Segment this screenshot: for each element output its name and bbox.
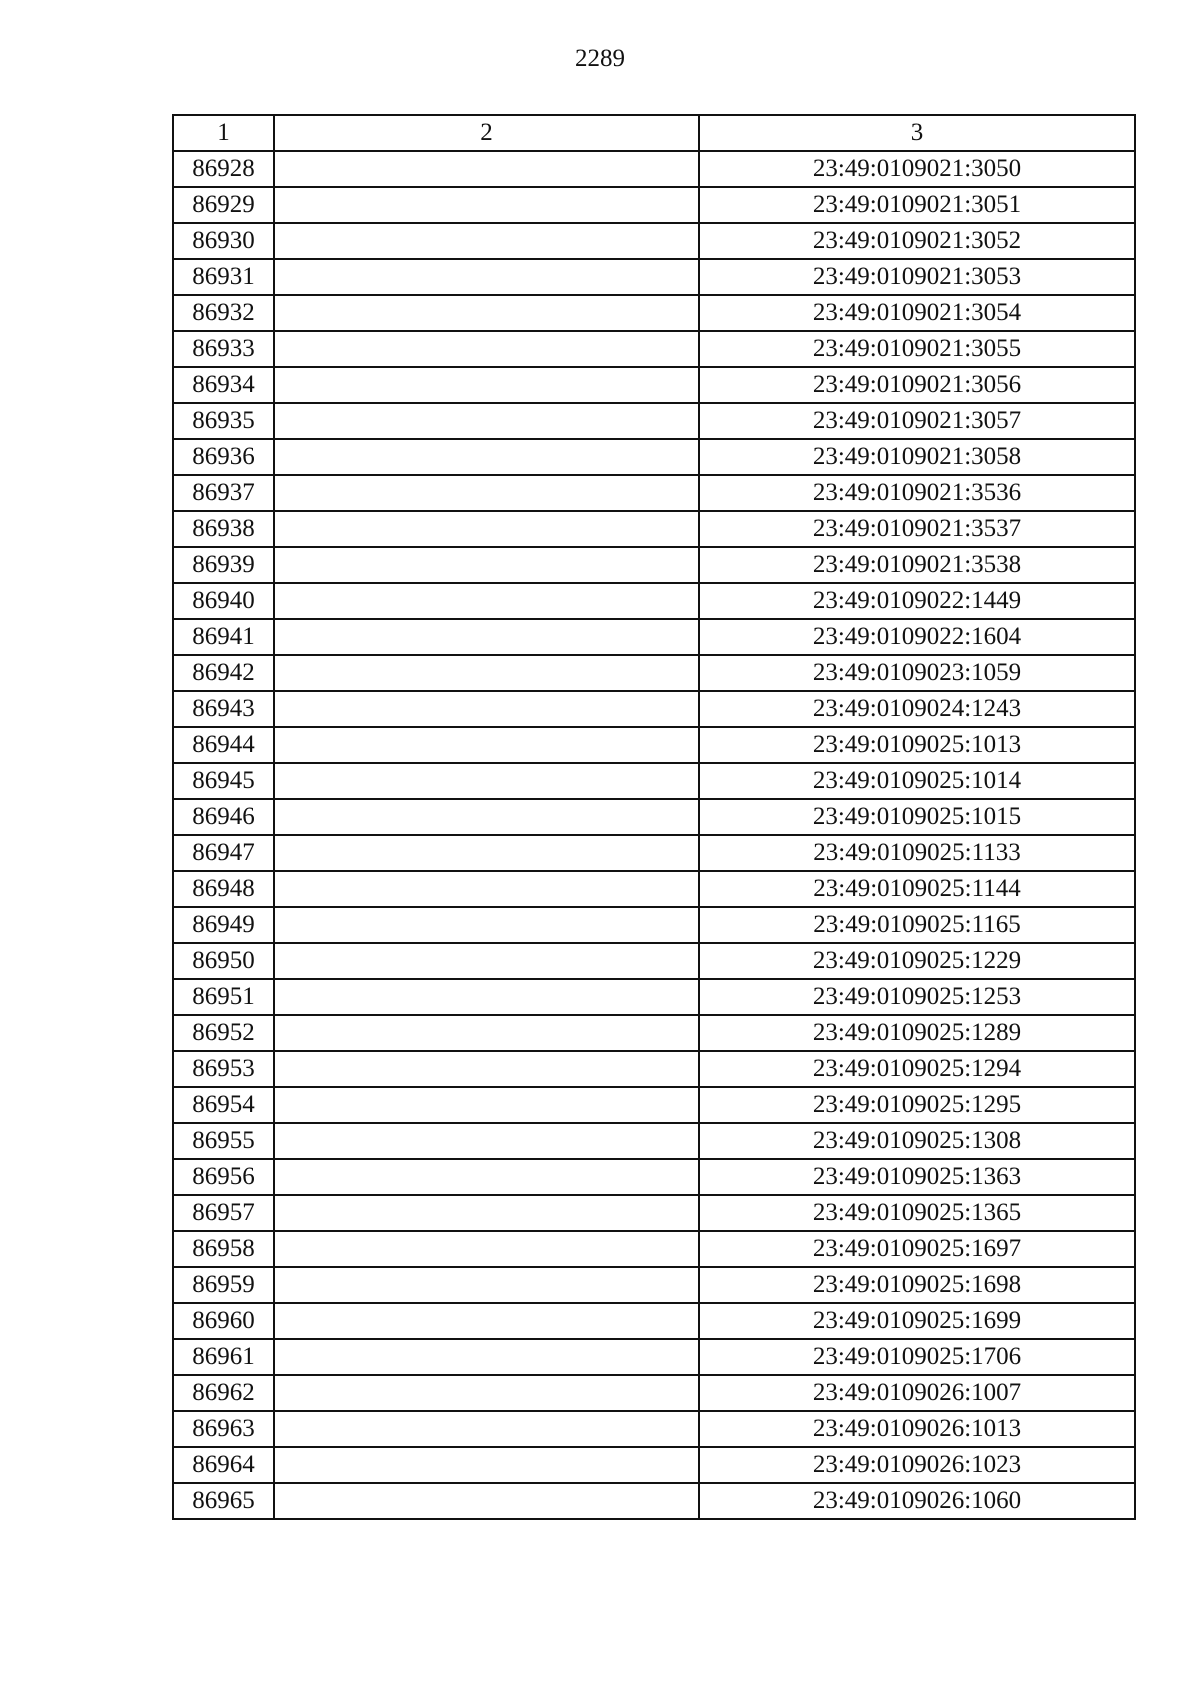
empty-cell	[274, 655, 699, 691]
table-row	[173, 691, 1135, 727]
row-number-cell: 86957	[173, 1195, 274, 1231]
cadastral-number-cell: 23:49:0109025:1706	[699, 1339, 1135, 1375]
empty-cell	[274, 295, 699, 331]
table-row	[173, 439, 1135, 475]
table-row	[173, 187, 1135, 223]
cadastral-number-cell: 23:49:0109021:3055	[699, 331, 1135, 367]
row-number-cell: 86929	[173, 187, 274, 223]
column-header-1: 1	[173, 115, 274, 151]
table-row	[173, 979, 1135, 1015]
empty-cell	[274, 331, 699, 367]
empty-cell	[274, 619, 699, 655]
table-row	[173, 655, 1135, 691]
row-number-cell: 86928	[173, 151, 274, 187]
empty-cell	[274, 691, 699, 727]
cadastral-number-cell: 23:49:0109025:1015	[699, 799, 1135, 835]
empty-cell	[274, 1375, 699, 1411]
table-row	[173, 835, 1135, 871]
cadastral-number-cell: 23:49:0109025:1014	[699, 763, 1135, 799]
data-table	[172, 114, 1136, 1520]
cadastral-number-cell: 23:49:0109025:1699	[699, 1303, 1135, 1339]
cadastral-number-cell: 23:49:0109021:3052	[699, 223, 1135, 259]
row-number-cell: 86950	[173, 943, 274, 979]
cadastral-number-cell: 23:49:0109025:1363	[699, 1159, 1135, 1195]
table-row	[173, 1411, 1135, 1447]
cadastral-number-cell: 23:49:0109025:1697	[699, 1231, 1135, 1267]
empty-cell	[274, 1339, 699, 1375]
row-number-cell: 86947	[173, 835, 274, 871]
row-number-cell: 86958	[173, 1231, 274, 1267]
row-number-cell: 86940	[173, 583, 274, 619]
empty-cell	[274, 979, 699, 1015]
cadastral-number-cell: 23:49:0109022:1449	[699, 583, 1135, 619]
table-row	[173, 907, 1135, 943]
row-number-cell: 86943	[173, 691, 274, 727]
row-number-cell: 86952	[173, 1015, 274, 1051]
empty-cell	[274, 1195, 699, 1231]
table-row	[173, 1447, 1135, 1483]
row-number-cell: 86961	[173, 1339, 274, 1375]
table-row	[173, 259, 1135, 295]
row-number-cell: 86964	[173, 1447, 274, 1483]
row-number-cell: 86939	[173, 547, 274, 583]
row-number-cell: 86932	[173, 295, 274, 331]
row-number-cell: 86951	[173, 979, 274, 1015]
cadastral-number-cell: 23:49:0109021:3057	[699, 403, 1135, 439]
empty-cell	[274, 1051, 699, 1087]
row-number-cell: 86944	[173, 727, 274, 763]
table-body	[173, 151, 1135, 1519]
row-number-cell: 86931	[173, 259, 274, 295]
row-number-cell: 86960	[173, 1303, 274, 1339]
cadastral-number-cell: 23:49:0109026:1007	[699, 1375, 1135, 1411]
table-row	[173, 1195, 1135, 1231]
table-row	[173, 1267, 1135, 1303]
column-header-3: 3	[699, 115, 1135, 151]
cadastral-number-cell: 23:49:0109021:3538	[699, 547, 1135, 583]
empty-cell	[274, 871, 699, 907]
cadastral-number-cell: 23:49:0109025:1253	[699, 979, 1135, 1015]
cadastral-number-cell: 23:49:0109025:1289	[699, 1015, 1135, 1051]
row-number-cell: 86955	[173, 1123, 274, 1159]
cadastral-number-cell: 23:49:0109025:1133	[699, 835, 1135, 871]
cadastral-number-cell: 23:49:0109021:3050	[699, 151, 1135, 187]
row-number-cell: 86945	[173, 763, 274, 799]
cadastral-number-cell: 23:49:0109025:1365	[699, 1195, 1135, 1231]
cadastral-number-cell: 23:49:0109025:1308	[699, 1123, 1135, 1159]
cadastral-number-cell: 23:49:0109021:3053	[699, 259, 1135, 295]
empty-cell	[274, 547, 699, 583]
row-number-cell: 86946	[173, 799, 274, 835]
empty-cell	[274, 583, 699, 619]
table-row	[173, 403, 1135, 439]
row-number-cell: 86954	[173, 1087, 274, 1123]
table-row	[173, 727, 1135, 763]
row-number-cell: 86953	[173, 1051, 274, 1087]
table-row	[173, 763, 1135, 799]
table-row	[173, 943, 1135, 979]
cadastral-number-cell: 23:49:0109021:3058	[699, 439, 1135, 475]
cadastral-number-cell: 23:49:0109023:1059	[699, 655, 1135, 691]
table-row	[173, 1051, 1135, 1087]
cadastral-number-cell: 23:49:0109026:1013	[699, 1411, 1135, 1447]
empty-cell	[274, 727, 699, 763]
empty-cell	[274, 1267, 699, 1303]
row-number-cell: 86930	[173, 223, 274, 259]
empty-cell	[274, 1159, 699, 1195]
cadastral-number-cell: 23:49:0109025:1013	[699, 727, 1135, 763]
table-row	[173, 151, 1135, 187]
table-row	[173, 367, 1135, 403]
cadastral-number-cell: 23:49:0109025:1144	[699, 871, 1135, 907]
empty-cell	[274, 403, 699, 439]
empty-cell	[274, 367, 699, 403]
row-number-cell: 86933	[173, 331, 274, 367]
empty-cell	[274, 1231, 699, 1267]
table-row	[173, 223, 1135, 259]
empty-cell	[274, 1087, 699, 1123]
cadastral-number-cell: 23:49:0109025:1229	[699, 943, 1135, 979]
row-number-cell: 86935	[173, 403, 274, 439]
empty-cell	[274, 1303, 699, 1339]
empty-cell	[274, 943, 699, 979]
empty-cell	[274, 223, 699, 259]
cadastral-number-cell: 23:49:0109022:1604	[699, 619, 1135, 655]
cadastral-number-cell: 23:49:0109021:3054	[699, 295, 1135, 331]
cadastral-number-cell: 23:49:0109025:1294	[699, 1051, 1135, 1087]
column-header-2: 2	[274, 115, 699, 151]
row-number-cell: 86963	[173, 1411, 274, 1447]
empty-cell	[274, 187, 699, 223]
row-number-cell: 86956	[173, 1159, 274, 1195]
empty-cell	[274, 475, 699, 511]
table-row	[173, 1087, 1135, 1123]
row-number-cell: 86965	[173, 1483, 274, 1519]
empty-cell	[274, 799, 699, 835]
page-number: 2289	[575, 45, 625, 72]
table-row	[173, 871, 1135, 907]
empty-cell	[274, 1447, 699, 1483]
empty-cell	[274, 439, 699, 475]
table-row	[173, 1303, 1135, 1339]
table-header-row	[173, 115, 1135, 151]
empty-cell	[274, 259, 699, 295]
row-number-cell: 86959	[173, 1267, 274, 1303]
cadastral-number-cell: 23:49:0109026:1060	[699, 1483, 1135, 1519]
table-row	[173, 1159, 1135, 1195]
row-number-cell: 86942	[173, 655, 274, 691]
table-row	[173, 295, 1135, 331]
table-row	[173, 1339, 1135, 1375]
cadastral-number-cell: 23:49:0109026:1023	[699, 1447, 1135, 1483]
cadastral-number-cell: 23:49:0109025:1295	[699, 1087, 1135, 1123]
row-number-cell: 86937	[173, 475, 274, 511]
row-number-cell: 86938	[173, 511, 274, 547]
table-row	[173, 1483, 1135, 1519]
empty-cell	[274, 1015, 699, 1051]
cadastral-number-cell: 23:49:0109021:3056	[699, 367, 1135, 403]
empty-cell	[274, 763, 699, 799]
row-number-cell: 86948	[173, 871, 274, 907]
table-row	[173, 1231, 1135, 1267]
row-number-cell: 86962	[173, 1375, 274, 1411]
empty-cell	[274, 835, 699, 871]
cadastral-number-cell: 23:49:0109021:3537	[699, 511, 1135, 547]
table-row	[173, 799, 1135, 835]
table-row	[173, 547, 1135, 583]
empty-cell	[274, 1411, 699, 1447]
row-number-cell: 86941	[173, 619, 274, 655]
cadastral-number-cell: 23:49:0109025:1165	[699, 907, 1135, 943]
table-row	[173, 1375, 1135, 1411]
table-row	[173, 619, 1135, 655]
cadastral-number-cell: 23:49:0109021:3051	[699, 187, 1135, 223]
empty-cell	[274, 1483, 699, 1519]
table-row	[173, 511, 1135, 547]
empty-cell	[274, 151, 699, 187]
row-number-cell: 86934	[173, 367, 274, 403]
empty-cell	[274, 907, 699, 943]
table-row	[173, 331, 1135, 367]
empty-cell	[274, 1123, 699, 1159]
row-number-cell: 86949	[173, 907, 274, 943]
empty-cell	[274, 511, 699, 547]
cadastral-number-cell: 23:49:0109021:3536	[699, 475, 1135, 511]
cadastral-number-cell: 23:49:0109024:1243	[699, 691, 1135, 727]
cadastral-number-cell: 23:49:0109025:1698	[699, 1267, 1135, 1303]
table-row	[173, 475, 1135, 511]
table-row	[173, 1123, 1135, 1159]
table-row	[173, 583, 1135, 619]
table-row	[173, 1015, 1135, 1051]
row-number-cell: 86936	[173, 439, 274, 475]
